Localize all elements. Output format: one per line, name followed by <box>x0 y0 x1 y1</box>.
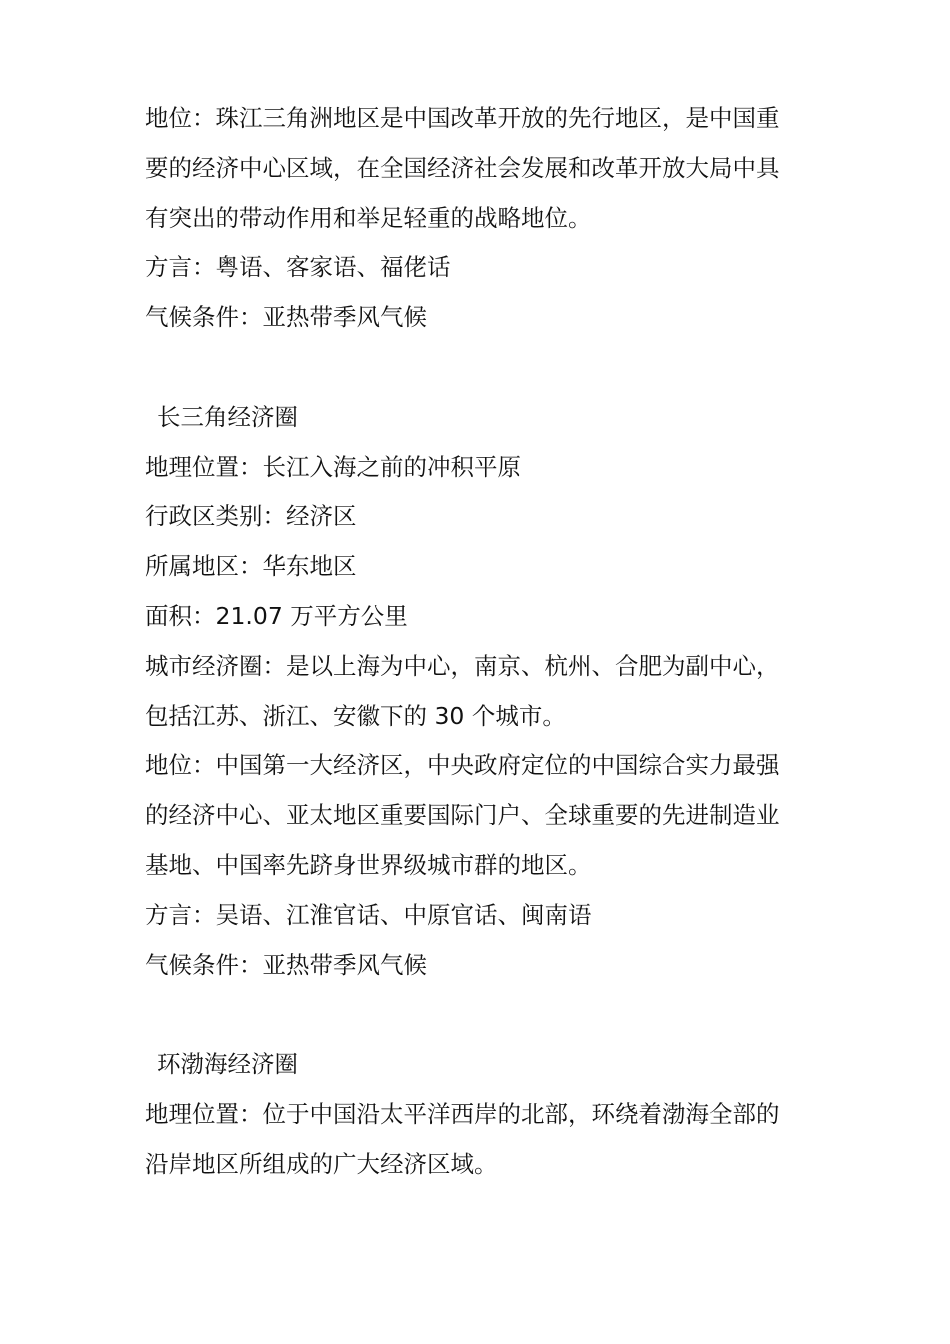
yrd-admin-paragraph: 行政区类别：经济区 <box>145 502 357 531</box>
blank-line <box>145 990 795 1040</box>
yrd-geo-paragraph: 地理位置：长江入海之前的冲积平原 <box>145 452 521 481</box>
yrd-dialect-paragraph: 方言：吴语、江淮官话、中原官话、闽南语 <box>145 900 592 929</box>
prd-position-paragraph: 地位：珠江三角洲地区是中国改革开放的先行地区，是中国重要的经济中心区域，在全国经济社会发展和改革开放大局中具有突出的带动作用和举足轻重的战略地位。 <box>145 104 780 232</box>
bohai-section-heading: 环渤海经济圈 <box>157 1050 298 1079</box>
bohai-geo-paragraph: 地理位置：位于中国沿太平洋西岸的北部，环绕着渤海全部的沿岸地区所组成的广大经济区域。 <box>145 1099 780 1178</box>
blank-line <box>145 343 795 393</box>
document-page <box>145 94 795 1190</box>
yrd-region-paragraph: 所属地区：华东地区 <box>145 552 357 581</box>
yrd-cities-paragraph: 城市经济圈：是以上海为中心，南京、杭州、合肥为副中心，包括江苏、浙江、安徽下的 30 个城市。 <box>145 651 780 730</box>
yrd-position-paragraph: 地位：中国第一大经济区，中央政府定位的中国综合实力最强的经济中心、亚太地区重要国际门户、全球重要的先进制造业基地、中国率先跻身世界级城市群的地区。 <box>145 751 780 879</box>
yrd-area-paragraph: 面积：21.07 万平方公里 <box>145 601 408 630</box>
prd-dialect-paragraph: 方言：粤语、客家语、福佬话 <box>145 253 451 282</box>
prd-climate-paragraph: 气候条件：亚热带季风气候 <box>145 303 427 332</box>
yrd-climate-paragraph: 气候条件：亚热带季风气候 <box>145 950 427 979</box>
yrd-section-heading: 长三角经济圈 <box>157 402 298 431</box>
